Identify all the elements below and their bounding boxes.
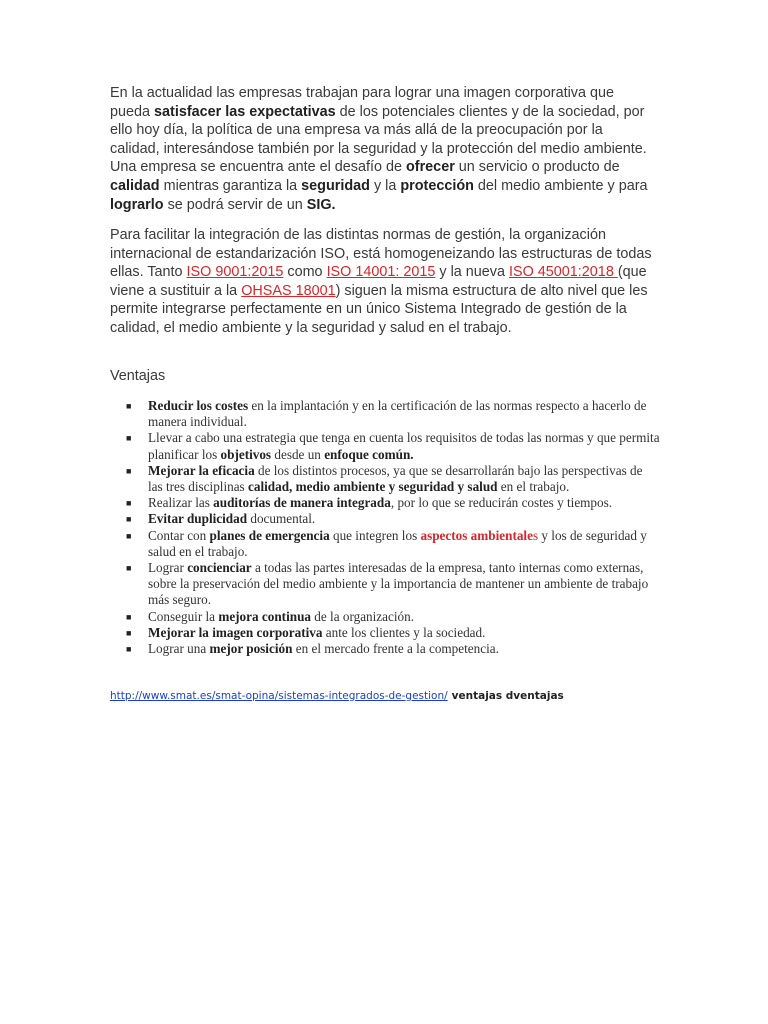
text-span: documental. (247, 511, 316, 527)
text-span: ) siguen la misma estructura de alto nivel que les permite integrarse perfectamente en un único Sistema Integrado de gestión de la calidad, el medio ambiente y la seguridad y salud en el trabajo. (110, 282, 648, 336)
text-span: y la nueva (435, 264, 509, 281)
source-line (110, 690, 564, 702)
ohsas-18001-link[interactable]: OHSAS 18001 (241, 282, 336, 299)
text-span: en la implantación y en la certificación de las normas respecto a hacerlo de manera individual. (148, 398, 647, 430)
list-item (110, 528, 660, 560)
text-span: de la organización. (311, 608, 415, 624)
text-span: (que viene a sustituir a la (110, 264, 647, 299)
bold-text: calidad (110, 177, 160, 194)
bold-text: mejor posición (209, 641, 293, 657)
source-note: ventajas dventajas (451, 690, 564, 702)
iso-paragraph (110, 226, 655, 338)
bold-text: calidad, medio ambiente y seguridad y salud (248, 479, 498, 495)
bold-text: Reducir los costes (148, 398, 249, 413)
text-span: como (283, 264, 327, 281)
iso-14001-link[interactable]: ISO 14001: 2015 (326, 264, 436, 281)
text-span: Contar con (148, 527, 210, 543)
text-span: Para facilitar la integración de las distintas normas de gestión, la organización internacional de estandarización ISO, está homogeneizando las estructuras de todas ellas. Tanto (110, 227, 652, 281)
square-bullet-icon: ■ (126, 498, 132, 509)
square-bullet-icon: ■ (126, 514, 132, 525)
list-item (110, 398, 660, 430)
advantages-list (110, 398, 660, 657)
text-span: que integren los (329, 527, 421, 543)
square-bullet-icon: ■ (126, 611, 132, 622)
text-span: Lograr (148, 560, 188, 576)
square-bullet-icon: ■ (126, 563, 132, 574)
list-item (110, 495, 660, 511)
text-span: ante los clientes y la sociedad. (322, 624, 486, 640)
text-span: de los potenciales clientes y de la sociedad, por ello hoy día, la política de una empresa va más allá de la preocupación por la calidad, interesándose también por la seguridad y la protección del medio ambiente. Una empresa se encuentra ante el desafío de (110, 103, 647, 176)
list-item (110, 641, 660, 657)
text-span: Llevar a cabo una estrategia que tenga en cuenta los requisitos de todas las normas y que permita planificar los (148, 430, 660, 462)
text-span: a todas las partes interesadas de la empresa, tanto internas como externas, sobre la preservación del medio ambiente y la importancia de mantener un ambiente de trabajo más seguro. (148, 560, 649, 608)
bold-text: Mejorar la imagen corporativa (148, 624, 323, 640)
bold-text: planes de emergencia (209, 527, 330, 543)
bold-text: enfoque común. (324, 446, 414, 462)
text-span: desde un (271, 446, 325, 462)
text-span: y los de seguridad y salud en el trabajo. (148, 527, 647, 559)
bold-text: protección (400, 177, 474, 194)
text-span: de los distintos procesos, ya que se desarrollarán bajo las perspectivas de las tres disciplinas (148, 462, 643, 495)
text-span: Lograr una (148, 641, 210, 657)
bold-text: Evitar duplicidad (148, 511, 248, 527)
bold-text: concienciar (187, 560, 252, 576)
aspectos-ambientales-link[interactable]: aspectos ambientale (420, 527, 533, 543)
ventajas-heading: Ventajas (110, 368, 166, 384)
iso-9001-link[interactable]: ISO 9001:2015 (186, 264, 284, 281)
text-span: en el trabajo. (497, 479, 570, 495)
square-bullet-icon: ■ (126, 465, 132, 476)
bold-text: ofrecer (406, 159, 455, 176)
square-bullet-icon: ■ (126, 530, 132, 541)
text-span: mientras garantiza la (159, 177, 302, 194)
square-bullet-icon: ■ (126, 401, 132, 411)
source-link[interactable]: http://www.smat.es/smat-opina/sistemas-integrados-de-gestion/ (110, 690, 448, 702)
text-span: se podrá servir de un (163, 196, 307, 213)
square-bullet-icon: ■ (126, 627, 132, 638)
list-item (110, 609, 660, 625)
square-bullet-icon: ■ (126, 433, 132, 444)
bold-text: seguridad (301, 177, 370, 194)
list-item (110, 511, 660, 527)
text-span: en el mercado frente a la competencia. (292, 641, 499, 657)
square-bullet-icon: ■ (126, 644, 132, 655)
text-span: un servicio o producto de (454, 159, 620, 176)
text-span: s (532, 527, 539, 543)
list-item (110, 560, 660, 609)
bold-text: lograrlo (110, 196, 164, 213)
list-item (110, 625, 660, 641)
text-span: del medio ambiente y para (473, 177, 648, 194)
text-span: En la actualidad las empresas trabajan para lograr una imagen corporativa que pueda (110, 85, 614, 120)
text-span: Conseguir la (148, 608, 219, 624)
bold-text: Mejorar la eficacia (148, 462, 255, 478)
bold-text: SIG. (306, 196, 336, 213)
intro-paragraph (110, 84, 655, 214)
list-item (110, 463, 660, 495)
text-span: , por lo que se reducirán costes y tiempos. (390, 495, 613, 511)
bold-text: objetivos (220, 446, 272, 462)
bold-text: mejora continua (218, 608, 311, 624)
text-span: y la (369, 177, 401, 194)
iso-45001-link[interactable]: ISO 45001:2018 (509, 264, 618, 281)
bold-text: satisfacer las expectativas (154, 103, 336, 120)
text-span: Realizar las (148, 495, 214, 511)
list-item (110, 430, 660, 462)
bold-text: auditorías de manera integrada (213, 495, 391, 511)
